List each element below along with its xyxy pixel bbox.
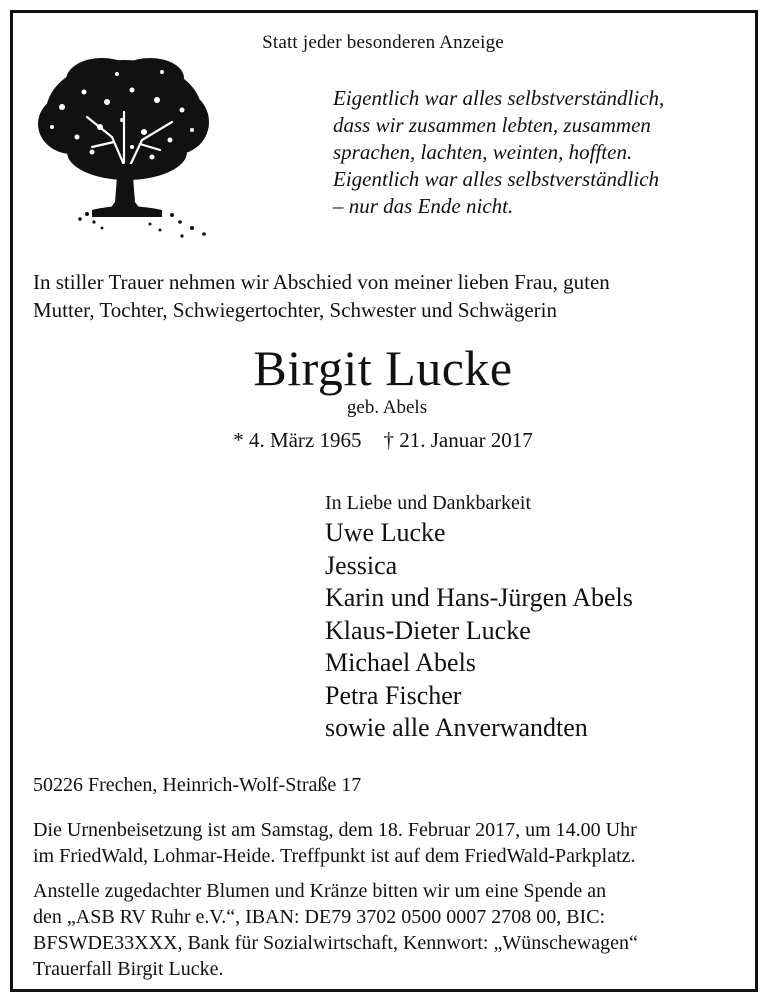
mourner-name: Klaus-Dieter Lucke	[325, 615, 531, 645]
donation-line: den „ASB RV Ruhr e.V.“, IBAN: DE79 3702 0500 0007 2708 00, BIC:	[33, 906, 606, 928]
mourner-name: Michael Abels	[325, 648, 476, 677]
intro-line: Mutter, Tochter, Schwiegertochter, Schwester und Schwägerin	[33, 298, 557, 322]
poem-line: Eigentlich war alles selbstverständlich	[333, 167, 660, 191]
donation-line: Anstelle zugedachter Blumen und Kränze bitten wir um eine Spende an	[33, 880, 607, 902]
intro-line: In stiller Trauer nehmen wir Abschied von meiner lieben Frau, guten	[33, 270, 610, 294]
burial-line: im FriedWald, Lohmar-Heide. Treffpunkt ist auf dem FriedWald-Parkplatz.	[33, 845, 636, 867]
burial-info	[33, 817, 637, 869]
mourner-name: Uwe Lucke	[325, 518, 446, 547]
mourner-name: sowie alle Anverwandten	[325, 713, 588, 742]
donation-info	[33, 878, 638, 982]
donation-line: BFSWDE33XXX, Bank für Sozialwirtschaft, Kennwort: „Wünschewagen“	[33, 932, 638, 954]
mourner-name: Karin und Hans-Jürgen Abels	[325, 583, 633, 612]
donation-line: Trauerfall Birgit Lucke.	[33, 958, 224, 980]
death-date: † 21. Januar 2017	[383, 428, 533, 452]
address: 50226 Frechen, Heinrich-Wolf-Straße 17	[33, 774, 362, 796]
intro-text	[33, 268, 610, 324]
burial-line: Die Urnenbeisetzung ist am Samstag, dem 18. Februar 2017, um 14.00 Uhr	[33, 819, 637, 841]
mourner-name: Petra Fischer	[325, 680, 462, 710]
mourner-name: Jessica	[325, 550, 398, 580]
thanks-line: In Liebe und Dankbarkeit	[325, 492, 532, 514]
poem-line: Eigentlich war alles selbstverständlich,	[333, 86, 665, 110]
mourners-list	[325, 517, 633, 745]
poem-line: – nur das Ende nicht.	[333, 194, 514, 218]
poem	[333, 85, 664, 220]
birth-date: * 4. März 1965	[233, 428, 362, 452]
deceased-name: Birgit Lucke	[253, 340, 513, 396]
poem-line: sprachen, lachten, weinten, hofften.	[333, 140, 633, 164]
maiden-name: geb. Abels	[346, 397, 428, 418]
tree-icon	[32, 52, 212, 242]
life-dates	[0, 428, 766, 453]
poem-line: dass wir zusammen lebten, zusammen	[333, 113, 651, 137]
notice-header: Statt jeder besonderen Anzeige	[262, 32, 504, 53]
